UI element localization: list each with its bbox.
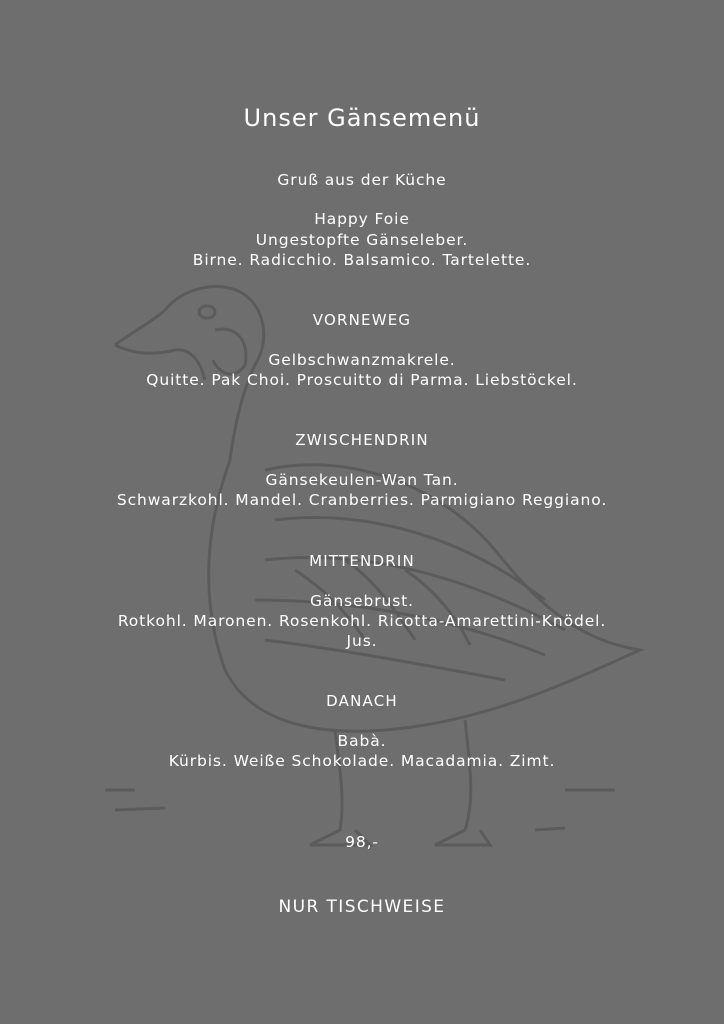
greeting-line: Gruß aus der Küche — [277, 171, 447, 189]
course-line2-mittendrin: Jus. — [346, 632, 378, 650]
table-only-note: NUR TISCHWEISE — [278, 897, 446, 917]
course-line-mittendrin: Rotkohl. Maronen. Rosenkohl. Ricotta-Amarettini-Knödel. — [117, 612, 607, 630]
course-name-danach: Babà. — [337, 732, 387, 750]
course-name-mittendrin: Gänsebrust. — [310, 592, 414, 610]
course-name-vorneweg: Gelbschwanzmakrele. — [268, 351, 456, 369]
amuse-name: Happy Foie — [314, 210, 410, 228]
course-heading-mittendrin: MITTENDRIN — [309, 552, 415, 570]
menu-price: 98,- — [345, 833, 379, 851]
course-heading-zwischendrin: ZWISCHENDRIN — [295, 431, 429, 449]
course-heading-vorneweg: VORNEWEG — [312, 311, 412, 329]
amuse-line-2: Birne. Radicchio. Balsamico. Tartelette. — [192, 251, 532, 269]
menu-title: Unser Gänsemenü — [243, 104, 481, 132]
course-line-danach: Kürbis. Weiße Schokolade. Macadamia. Zimt. — [168, 752, 556, 770]
amuse-line-1: Ungestopfte Gänseleber. — [255, 231, 469, 249]
course-line-vorneweg: Quitte. Pak Choi. Proscuitto di Parma. Liebstöckel. — [146, 371, 578, 389]
course-line-zwischendrin: Schwarzkohl. Mandel. Cranberries. Parmigiano Reggiano. — [116, 491, 608, 509]
course-name-zwischendrin: Gänsekeulen-Wan Tan. — [265, 471, 459, 489]
course-heading-danach: DANACH — [326, 692, 398, 710]
